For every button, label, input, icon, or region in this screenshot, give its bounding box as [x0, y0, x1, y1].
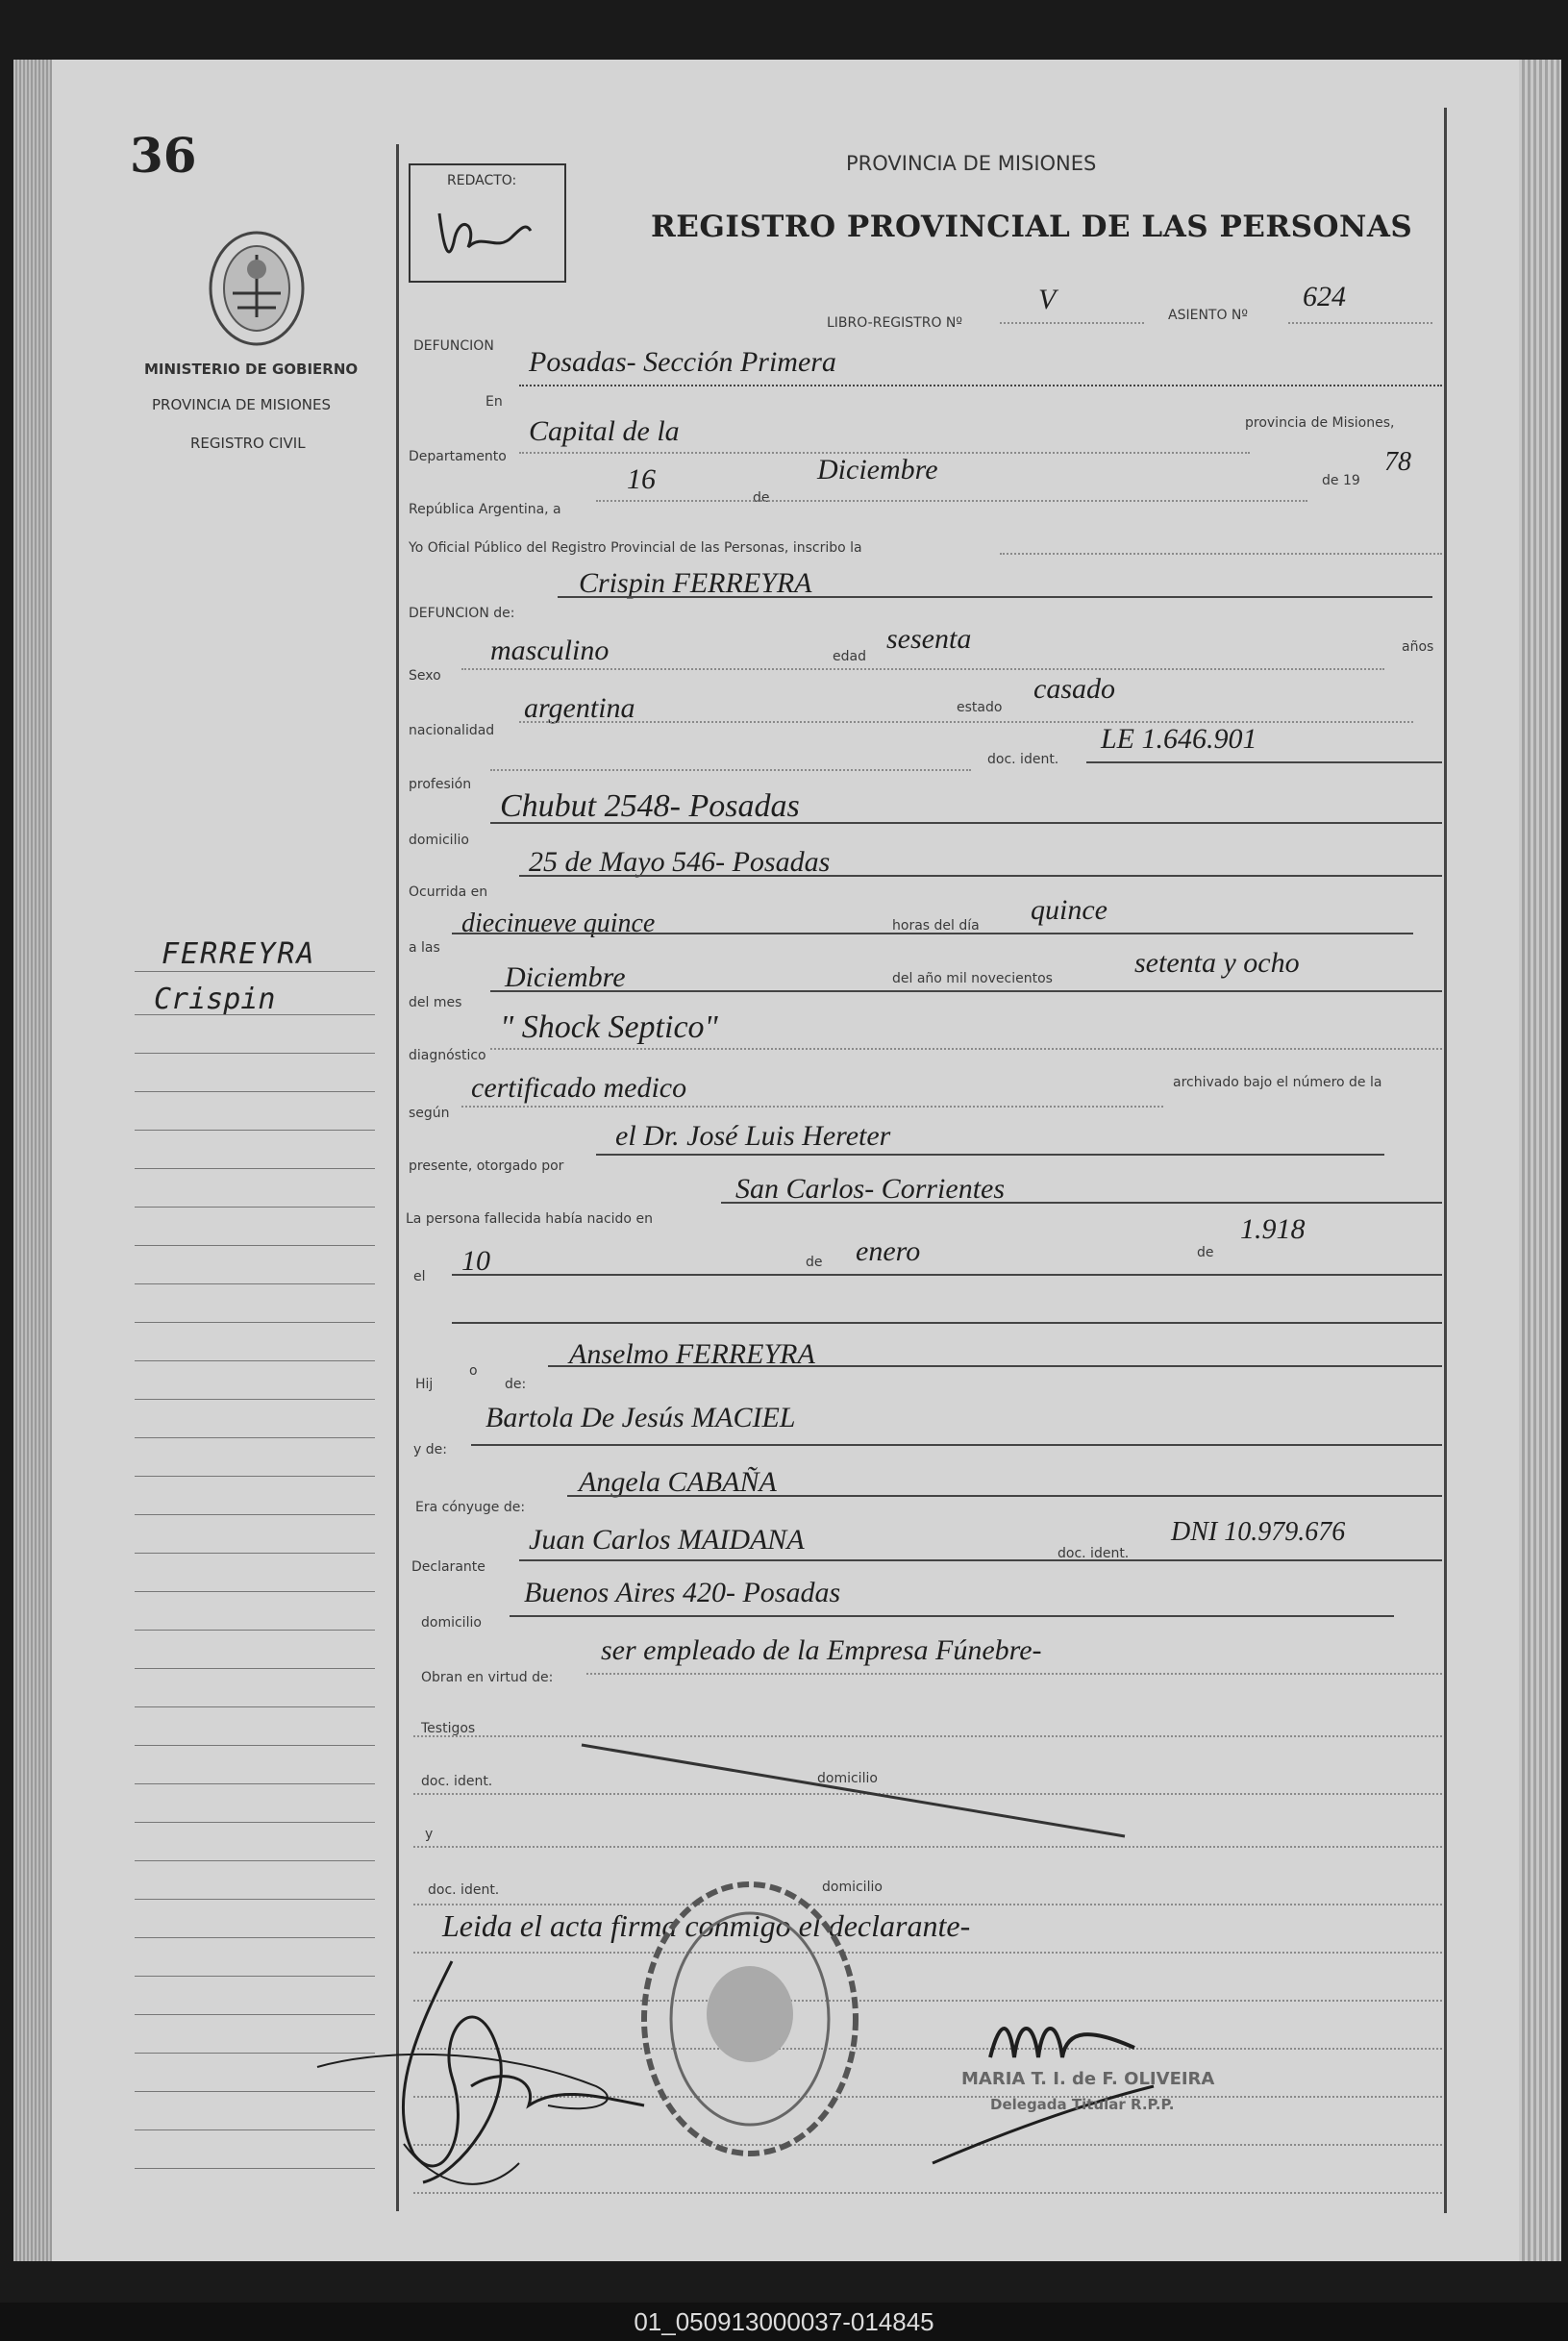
province-label: PROVINCIA DE MISIONES: [152, 396, 331, 413]
nacido-label: La persona fallecida había nacido en: [406, 1211, 653, 1227]
leida-text: Leida el acta firma conmigo el declarante-: [442, 1908, 971, 1943]
form-right-border: [1444, 108, 1447, 2213]
el-year: 1.918: [1240, 1213, 1306, 1245]
edad-value: sesenta: [886, 623, 972, 655]
presente-value: el Dr. José Luis Hereter: [615, 1120, 891, 1152]
domicilio-label: domicilio: [409, 833, 469, 848]
margin-given-name: Crispin: [154, 983, 276, 1016]
defuncion-de-value: Crispin FERREYRA: [579, 567, 812, 599]
republica-label: República Argentina, a: [409, 502, 561, 517]
ministry-label: MINISTERIO DE GOBIERNO: [144, 361, 359, 378]
diagnostico-label: diagnóstico: [409, 1048, 486, 1063]
profesion-doc-value: LE 1.646.901: [1101, 723, 1257, 755]
book-binding-edge: [13, 60, 52, 2261]
dia-value: quince: [1031, 894, 1108, 926]
yo-oficial-text: Yo Oficial Público del Registro Provincial de las Personas, inscribo la: [409, 540, 862, 556]
form-left-border: [396, 144, 399, 2211]
ocurrida-value: 25 de Mayo 546- Posadas: [529, 846, 831, 878]
el-day: 10: [461, 1245, 490, 1277]
anos-label: años: [1402, 639, 1434, 655]
asiento-value: 624: [1303, 281, 1346, 312]
y-de-label: y de:: [413, 1442, 447, 1457]
nacionalidad-value: argentina: [524, 692, 635, 724]
obran-label: Obran en virtud de:: [421, 1670, 554, 1685]
estado-value: casado: [1033, 673, 1115, 705]
estado-label: estado: [957, 700, 1003, 715]
coat-of-arms-icon: [204, 226, 310, 351]
hijo-value: Anselmo FERREYRA: [569, 1338, 815, 1370]
page-number: 36: [130, 127, 197, 184]
domicilio2-value: Buenos Aires 420- Posadas: [524, 1577, 841, 1608]
segun-value: certificado medico: [471, 1072, 687, 1104]
declarante-label: Declarante: [411, 1559, 485, 1575]
el-de2-label: de: [1197, 1245, 1214, 1260]
en-label: En: [485, 394, 503, 410]
official-title-stamp: Delegada Titular R.P.P.: [990, 2096, 1175, 2113]
anio-label: del año mil novecientos: [892, 971, 1053, 986]
ocurrida-label: Ocurrida en: [409, 884, 488, 900]
y-de-value: Bartola De Jesús MACIEL: [485, 1402, 796, 1433]
declarant-signature: [308, 1942, 711, 2211]
a-las-label: a las: [409, 940, 440, 956]
margin-surname: FERREYRA: [162, 937, 316, 971]
libro-label: LIBRO-REGISTRO Nº: [827, 315, 962, 331]
a-las-value: diecinueve quince: [461, 909, 656, 938]
el-month: enero: [856, 1235, 921, 1267]
segun-label: según: [409, 1106, 450, 1121]
doc2-label: doc. ident.: [428, 1882, 500, 1898]
defuncion-label: DEFUNCION: [413, 338, 494, 354]
departamento-label: Departamento: [409, 449, 507, 464]
registry-title: REGISTRO PROVINCIAL DE LAS PERSONAS: [651, 210, 1413, 244]
profesion-label: profesión: [409, 777, 472, 792]
hijo-label: Hij: [415, 1377, 434, 1392]
republica-day: 16: [627, 463, 656, 495]
official-name-stamp: MARIA T. I. de F. OLIVEIRA: [961, 2069, 1215, 2089]
image-caption: 01_050913000037-014845: [634, 2307, 934, 2336]
nacido-value: San Carlos- Corrientes: [735, 1173, 1006, 1205]
el-label: el: [413, 1269, 426, 1284]
redacto-signature: [430, 194, 545, 271]
obran-value: ser empleado de la Empresa Fúnebre-: [601, 1634, 1042, 1666]
civil-registry-label: REGISTRO CIVIL: [190, 435, 306, 452]
republica-month: Diciembre: [817, 454, 938, 486]
doc1-label: doc. ident.: [421, 1774, 493, 1789]
del-mes-label: del mes: [409, 995, 462, 1010]
doc1-domicilio-label: domicilio: [817, 1771, 878, 1786]
del-mes-value: Diciembre: [505, 961, 626, 993]
hijo-de-label: de:: [505, 1377, 527, 1392]
asiento-label: ASIENTO Nº: [1168, 308, 1249, 323]
declarante-value: Juan Carlos MAIDANA: [529, 1524, 805, 1556]
presente-label: presente, otorgado por: [409, 1158, 564, 1174]
defuncion-de-label: DEFUNCION de:: [409, 606, 515, 621]
redacto-label: REDACTO:: [447, 173, 517, 188]
conyuge-label: Era cónyuge de:: [415, 1500, 526, 1515]
strike-line: [577, 1740, 1154, 1846]
nacionalidad-label: nacionalidad: [409, 723, 495, 738]
conyuge-value: Angela CABAÑA: [579, 1466, 777, 1498]
sexo-value: masculino: [490, 635, 610, 666]
redacto-box: [409, 163, 566, 283]
republica-year: 78: [1384, 447, 1411, 477]
departamento-suffix: provincia de Misiones,: [1245, 415, 1395, 431]
declarante-doc-value: DNI 10.979.676: [1171, 1517, 1346, 1547]
departamento-value: Capital de la: [529, 415, 680, 447]
en-value: Posadas- Sección Primera: [529, 346, 836, 378]
doc2-domicilio-label: domicilio: [822, 1880, 883, 1895]
domicilio2-label: domicilio: [421, 1615, 482, 1631]
diagnostico-value: " Shock Septico": [500, 1009, 718, 1045]
province-header: PROVINCIA DE MISIONES: [846, 152, 1097, 175]
republica-year-label: de 19: [1322, 473, 1360, 488]
libro-value: V: [1038, 284, 1057, 315]
declarante-doc-label: doc. ident.: [1058, 1546, 1130, 1561]
y-label: y: [425, 1827, 434, 1842]
edad-label: edad: [833, 649, 866, 664]
el-de-label: de: [806, 1255, 823, 1270]
archivado-label: archivado bajo el número de la: [1173, 1075, 1382, 1090]
page-stack-edge: [1519, 60, 1561, 2261]
profesion-doc-label: doc. ident.: [987, 752, 1059, 767]
sexo-label: Sexo: [409, 668, 441, 684]
testigos-label: Testigos: [421, 1721, 476, 1736]
horas-label: horas del día: [892, 918, 980, 934]
hijo-o: o: [469, 1363, 478, 1379]
domicilio-value: Chubut 2548- Posadas: [500, 788, 800, 824]
republica-de-label: de: [753, 490, 770, 506]
anio-value: setenta y ocho: [1134, 947, 1300, 979]
